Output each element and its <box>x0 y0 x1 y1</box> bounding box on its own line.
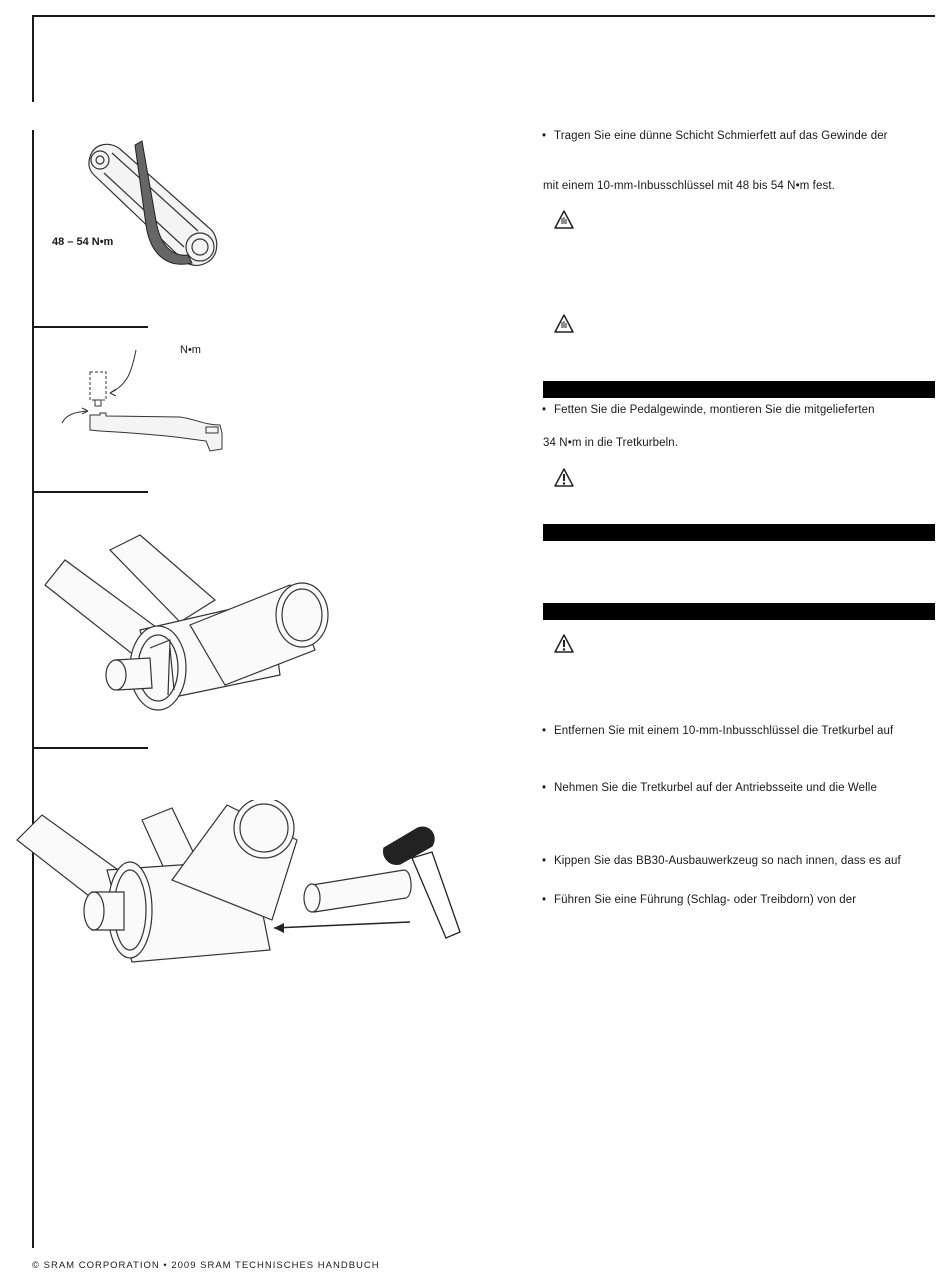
section-header-bar-3 <box>543 603 935 620</box>
left-rule-main <box>32 130 34 1248</box>
top-rule <box>32 15 935 17</box>
step-tilt-bb30-tool: • Kippen Sie das BB30-Ausbauwerkzeug so nach innen, dass es auf <box>554 855 901 867</box>
step-remove-drive-side: • Nehmen Sie die Tretkurbel auf der Antriebsseite und die Welle <box>554 782 877 794</box>
crank-torque-label: 48 – 54 N•m <box>52 236 114 248</box>
warning-icon <box>553 633 575 655</box>
section-divider-2 <box>32 491 148 493</box>
step-insert-drift: • Führen Sie eine Führung (Schlag- oder Treibdorn) von der <box>554 894 856 906</box>
pedal-install-illustration <box>60 345 230 460</box>
section-header-bar-1 <box>543 381 935 398</box>
section-header-bar-2 <box>543 524 935 541</box>
step-grease-crank-bolt-line1: • Tragen Sie eine dünne Schicht Schmierfett auf das Gewinde der <box>554 130 888 142</box>
step-grease-crank-bolt-line2: mit einem 10-mm-Inbusschlüssel mit 48 bis 54 N•m fest. <box>543 180 835 192</box>
step-pedal-install-line2: 34 N•m in die Tretkurbeln. <box>543 437 679 449</box>
pedal-torque-label: N•m <box>180 344 201 356</box>
bearing-removal-hammer-illustration <box>12 800 472 980</box>
warning-icon <box>553 467 575 489</box>
section-divider-3 <box>32 747 148 749</box>
step-pedal-install-line1: • Fetten Sie die Pedalgewinde, montieren Sie die mitgelieferten <box>554 404 875 416</box>
left-rule-top <box>32 15 34 102</box>
crank-arm-hex-key-illustration <box>80 135 230 275</box>
page-footer: © SRAM CORPORATION • 2009 SRAM TECHNISCHES HANDBUCH <box>32 1260 380 1271</box>
section-divider-1 <box>32 326 148 328</box>
hand-note-icon <box>553 209 575 231</box>
step-remove-crank: • Entfernen Sie mit einem 10-mm-Inbusschlüssel die Tretkurbel auf <box>554 725 893 737</box>
bb30-frame-illustration <box>40 530 340 720</box>
hand-note-icon <box>553 313 575 335</box>
